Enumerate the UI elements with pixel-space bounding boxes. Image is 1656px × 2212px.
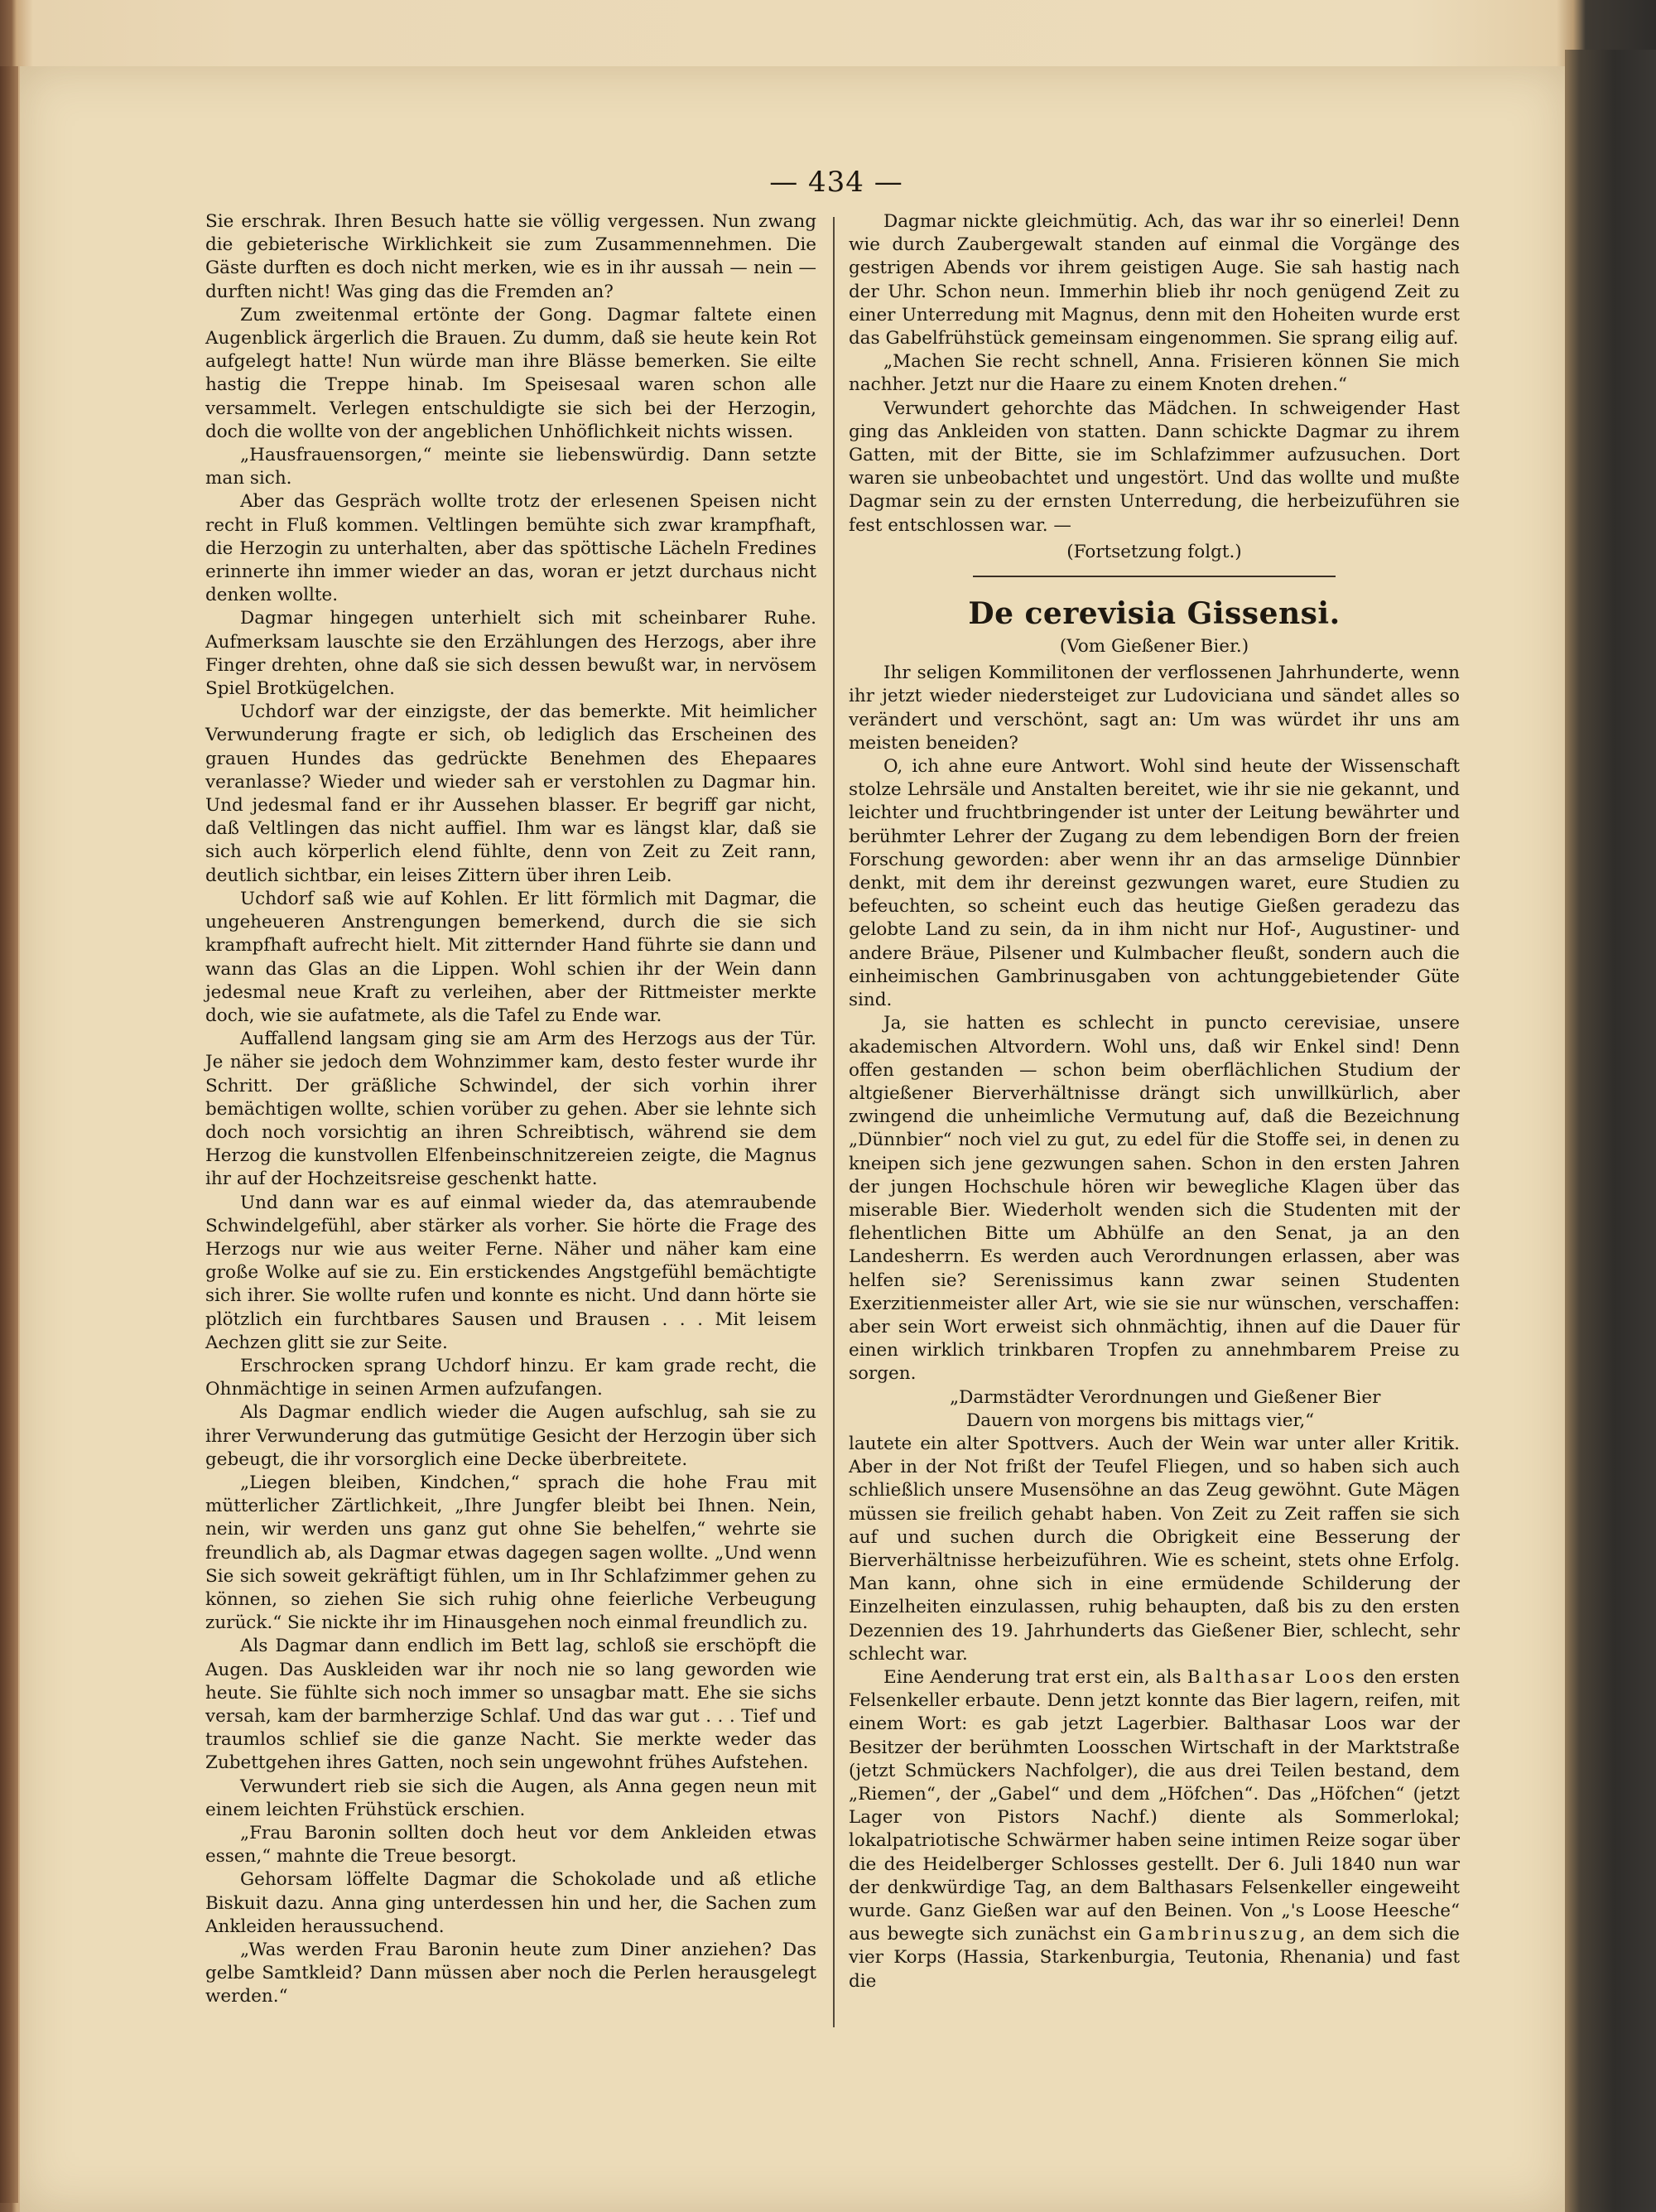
right-column	[849, 210, 1460, 1993]
paragraph: Gehorsam löffelte Dagmar die Schokolade und aß etliche Biskuit dazu. Anna ging unterdessen hin und her, die Sachen zum Ankleiden heraussuchend.	[205, 1869, 816, 1937]
paragraph: Erschrocken sprang Uchdorf hinzu. Er kam grade recht, die Ohnmächtige in seinen Armen aufzufangen.	[205, 1355, 816, 1400]
paragraph: O, ich ahne eure Antwort. Wohl sind heute der Wissenschaft stolze Lehrsäle und Anstalten bereitet, wie ihr sie nie gekannt, und leichter und fruchtbringender ist unter der Leitung bewährter und berühmter Lehrer der Zugang zu dem lebendigen Born der freien Forschung geworden: aber wenn ihr an das armselige Dünnbier denkt, mit dem ihr dereinst gezwungen waret, eure Studien zu befeuchten, so scheint euch das heutige Gießen geradezu das gelobte Land zu sein, da in ihm nicht nur Hof-, Augustiner- und andere Bräue, Pilsener und Kulmbacher fleußt, sondern auch die einheimischen Gambrinusgaben von achtunggebietender Güte sind.	[849, 756, 1460, 1011]
paragraph: „Hausfrauensorgen,“ meinte sie liebenswürdig. Dann setzte man sich.	[205, 445, 816, 489]
verse-line: „Darmstädter Verordnungen und Gießener Bier	[950, 1386, 1381, 1408]
paragraph: Ihr seligen Kommilitonen der verflossenen Jahrhunderte, wenn ihr jetzt wieder niedersteiget zur Ludoviciana und sändet alles so verändert und verschönt, sagt an: Um was würdet ihr uns am meisten beneiden?	[849, 663, 1460, 754]
article-title: De cerevisia Gissensi.	[968, 596, 1341, 632]
paragraph: „Machen Sie recht schnell, Anna. Frisieren können Sie mich nachher. Jetzt nur die Haare zu einem Knoten drehen.“	[849, 351, 1460, 396]
paragraph: Dagmar hingegen unterhielt sich mit scheinbarer Ruhe. Aufmerksam lauschte sie den Erzählungen des Herzogs, aber ihre Finger drehten, ohne daß sie sich dessen bewußt war, in nervösem Spiel Brotkügelchen.	[205, 608, 816, 700]
book-spine	[0, 66, 18, 2203]
left-column	[205, 210, 816, 2009]
paragraph: Aber das Gespräch wollte trotz der erlesenen Speisen nicht recht in Fluß kommen. Veltlingen bemühte sich zwar krampfhaft, die Herzogin zu unterhalten, aber das spöttische Lächeln Fredines erinnerte ihn immer wieder an das, woran er jetzt durchaus nicht denken wollte.	[205, 491, 816, 606]
paragraph: Zum zweitenmal ertönte der Gong. Dagmar faltete einen Augenblick ärgerlich die Brauen. Zu dumm, daß sie heute kein Rot aufgelegt hatte! Nun würde man ihre Blässe bemerken. Sie eilte hastig die Treppe hinab. Im Speisesaal waren schon alle versammelt. Verlegen entschuldigte sie sich bei der Herzogin, doch die wollte von der angeblichen Unhöflichkeit nichts wissen.	[205, 304, 816, 442]
text-run: Eine Aenderung trat erst ein, als	[883, 1666, 1187, 1688]
paragraph: Auffallend langsam ging sie am Arm des Herzogs aus der Tür. Je näher sie jedoch dem Wohnzimmer kam, desto fester wurde ihr Schritt. Der gräßliche Schwindel, der sich vorhin ihrer bemächtigen wollte, schien vorüber zu gehen. Aber sie lehnte sich doch noch vorsichtig an ihren Schreibtisch, während sie dem Herzog die kunstvollen Elfenbeinschnitzereien zeigte, die Magnus ihr auf der Hochzeitsreise geschenkt hatte.	[205, 1029, 816, 1190]
paragraph: lautete ein alter Spottvers. Auch der Wein war unter aller Kritik. Aber in der Not frißt der Teufel Fliegen, und so haben sich auch schließlich unsere Musensöhne an das Zeug gewöhnt. Gute Mägen müssen sie freilich gehabt haben. Von Zeit zu Zeit raffen sie sich auf und suchen durch die Obrigkeit eine Besserung der Bierverhältnisse herbeizuführen. Wie es scheint, stets ohne Erfolg. Man kann, ohne sich in eine ermüdende Schilderung der Einzelheiten einzulassen, ruhig behaupten, daß bis zu den ersten Dezennien des 19. Jahrhunderts das Gießener Bier, schlecht, sehr schlecht war.	[849, 1433, 1460, 1665]
paragraph: Ja, sie hatten es schlecht in puncto cerevisiae, unsere akademischen Altvordern. Wohl uns, daß wir Enkel sind! Denn offen gestanden — schon beim oberflächlichen Studium der altgießener Bierverhältnisse drängt sich unwillkürlich, aber zwingend die unheimliche Vermutung auf, daß die Bezeichnung „Dünnbier“ noch viel zu gut, zu edel für die Stoffe sei, in denen zu kneipen sich jene gezwungen sahen. Schon in den ersten Jahren der jungen Hochschule hören wir bewegliche Klagen über das miserable Bier. Wiederholt wenden sich die Studenten mit der flehentlichen Bitte um Abhülfe an den Senat, ja an den Landesherrn. Es werden auch Verordnungen erlassen, aber was helfen sie? Serenissimus kann zwar seinen Studenten Exerzitienmeister aller Art, wie sie sie nur wünschen, verschaffen: aber sein Wort erweist sich ohnmächtig, ihnen auf die Dauer für einen wirklich trinkbaren Tropfen zu annehmbarem Preise zu sorgen.	[849, 1013, 1460, 1385]
text-run: , an dem sich die vier Korps (Hassia, Starkenburgia, Teutonia, Rhenania) und fast die	[849, 1924, 1460, 1992]
paragraph: Uchdorf war der einzigste, der das bemerkte. Mit heimlicher Verwunderung fragte er sich, ob lediglich das Erscheinen des grauen Hundes das gedrückte Benehmen des Ehepaares veranlasse? Wieder und wieder sah er verstohlen zu Dagmar hin. Und jedesmal fand er ihr Aussehen blasser. Er begriff gar nicht, daß Veltlingen das nicht auffiel. Ihm war es längst klar, daß sie sich auch körperlich elend fühlte, denn von Zeit zu Zeit rann, deutlich sichtbar, ein leises Zittern über ihren Leib.	[205, 701, 816, 886]
paragraph: Verwundert gehorchte das Mädchen. In schweigender Hast ging das Ankleiden von statten. Dann schickte Dagmar zu ihrem Gatten, mit der Bitte, sie im Schlafzimmer aufzusuchen. Dort waren sie unbeobachtet und ungestört. Und das wollte und mußte Dagmar sein zu der ernsten Unterredung, die herbeizuführen sie fest entschlossen war. —	[849, 398, 1460, 536]
paragraph: Uchdorf saß wie auf Kohlen. Er litt förmlich mit Dagmar, die ungeheueren Anstrengungen bemerkend, durch die sie sich krampfhaft aufrecht hielt. Mit zitternder Hand führte sie dann und wann das Glas an die Lippen. Wohl schien ihr der Wein dann jedesmal neue Kraft zu verleihen, aber der Rittmeister merkte doch, wie sie aufatmete, als die Tafel zu Ende war.	[205, 888, 816, 1026]
paragraph: „Frau Baronin sollten doch heut vor dem Ankleiden etwas essen,“ mahnte die Treue besorgt.	[205, 1823, 816, 1867]
text-run: den ersten Felsenkeller erbaute. Denn jetzt konnte das Bier lagern, reifen, mit einem Wort: es gab jetzt Lagerbier. Balthasar Loos war der Besitzer der berühmten Loosschen Wirtschaft in der Marktstraße (jetzt Schmückers Nachfolger), die aus drei Teilen bestand, dem „Riemen“, der „Gabel“ und dem „Höfchen“. Das „Höfchen“ (jetzt Lager von Pistors Nachf.) diente als Sommerlokal; lokalpatriotische Schwärmer haben seine intimen Reize sogar über die des Heidelberger Schlosses gestellt. Der 6. Juli 1840 nun war der denkwürdige Tag, an dem Balthasars Felsenkeller eingeweiht wurde. Ganz Gießen war auf den Beinen. Von „'s Loose Heesche“ aus bewegte sich zunächst ein	[849, 1666, 1461, 1945]
paragraph: Und dann war es auf einmal wieder da, das atemraubende Schwindelgefühl, aber stärker als vorher. Sie hörte die Frage des Herzogs nur wie aus weiter Ferne. Näher und näher kam eine große Wolke auf sie zu. Ein erstickendes Angstgefühl bemächtigte sich ihrer. Sie wollte rufen und konnte es nicht. Und dann hörte sie plötzlich ein furchtbares Sausen und Brausen . . . Mit leisem Aechzen glitt sie zur Seite.	[205, 1192, 816, 1353]
paragraph: Dagmar nickte gleichmütig. Ach, das war ihr so einerlei! Denn wie durch Zaubergewalt standen auf einmal die Vorgänge des gestrigen Abends vor ihrem geistigen Auge. Sie sah hastig nach der Uhr. Schon neun. Immerhin blieb ihr noch genügend Zeit zu einer Unterredung mit Magnus, denn mit den Hoheiten wurde erst das Gabelfrühstück gemeinsam eingenommen. Sie sprang eilig auf.	[849, 211, 1460, 349]
paragraph: „Was werden Frau Baronin heute zum Diner anziehen? Das gelbe Samtkleid? Dann müssen aber noch die Perlen herausgelegt werden.“	[205, 1940, 816, 2007]
paragraph: „Liegen bleiben, Kindchen,“ sprach die hohe Frau mit mütterlicher Zärtlichkeit, „Ihre Jungfer bleibt bei Ihnen. Nein, nein, wir werden uns ganz gut ohne Sie behelfen,“ wehrte sie freundlich ab, als Dagmar etwas dagegen sagen wollte. „Und wenn Sie sich soweit gekräftigt fühlen, um in Ihr Schlafzimmer gehen zu können, so ziehen Sie sich ruhig ohne feierliche Verbeugung zurück.“ Sie nickte ihr im Hinausgehen noch einmal freundlich zu.	[205, 1472, 816, 1634]
paragraph: Als Dagmar dann endlich im Bett lag, schloß sie erschöpft die Augen. Das Auskleiden war ihr noch nie so lang geworden wie heute. Sie fühlte sich noch immer so unsagbar matt. Ehe sie sichs versah, kam der barmherzige Schlaf. Und das war gut . . . Tief und traumlos schlief sie die ganze Nacht. Sie merkte weder das Zubettgehen ihres Gatten, noch sein ungewohnt frühes Aufstehen.	[205, 1636, 816, 1774]
section-divider	[973, 576, 1336, 577]
article-subtitle: (Vom Gießener Bier.)	[1059, 636, 1249, 658]
page-number: — 434 —	[769, 166, 903, 199]
paragraph: Verwundert rieb sie sich die Augen, als Anna gegen neun mit einem leichten Frühstück erschien.	[205, 1776, 816, 1820]
book-edge-shadow	[1565, 50, 1656, 2212]
paragraph: Als Dagmar endlich wieder die Augen aufschlug, sah sie zu ihrer Verwunderung das gutmütige Gesicht der Herzogin über sich gebeugt, die ihr vorsorglich eine Decke überbreitete.	[205, 1402, 816, 1470]
paragraph: Sie erschrak. Ihren Besuch hatte sie völlig vergessen. Nun zwang die gebieterische Wirklichkeit sie zum Zusammennehmen. Die Gäste durften es doch nicht merken, wie es in ihr aussah — nein — durften nicht! Was ging das die Fremden an?	[205, 211, 816, 302]
column-divider	[833, 217, 835, 2027]
continuation-note: (Fortsetzung folgt.)	[1066, 541, 1242, 562]
verse-line: Dauern von morgens bis mittags vier,“	[966, 1410, 1315, 1431]
person-name: Balthasar Loos	[1187, 1666, 1358, 1688]
spaced-term: Gambrinuszug	[1138, 1924, 1300, 1945]
paragraph-last	[849, 1666, 1460, 1993]
